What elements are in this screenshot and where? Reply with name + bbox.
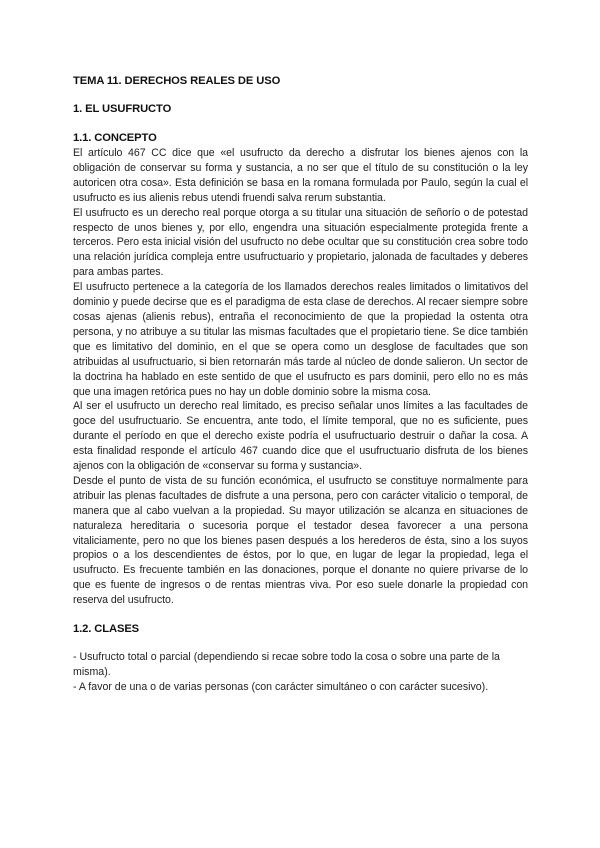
document-title: TEMA 11. DERECHOS REALES DE USO xyxy=(73,75,281,87)
paragraph: Al ser el usufructo un derecho real limitado, es preciso señalar unos límites a las facultades de goce del usufructuario. Se encuentra, ante todo, el límite temporal, que no es suficiente, pues durante el período en que el derecho existe podría el usufructuario destruir o dañar la cosa. A esta finalidad responde el artículo 467 cuando dice que el usufructuario disfruta de los bienes ajenos con la obligación de «conservar su forma y sustancia». xyxy=(73,400,528,473)
paragraph: El usufructo pertenece a la categoría de los llamados derechos reales limitados o limitativos del dominio y puede decirse que es el paradigma de esta clase de derechos. Al recaer siempre sobre cosas ajenas (alienis rebus), entraña el reconocimiento de que la propiedad la ostenta otra persona, y no atribuye a su titular las mismas facultades que el propietario tiene. Se dice también que es limitativo del dominio, en el que se opera como un desglose de facultades que son atribuidas al usufructuario, si bien retornarán más tarde al núcleo de donde salieron. Un sector de la doctrina ha hablado en este sentido de que el usufructo es pars dominii, pero ello no es más que una imagen retórica pues no hay un doble dominio sobre la misma cosa. xyxy=(73,281,528,398)
document-content xyxy=(73,66,528,695)
paragraph: El usufructo es un derecho real porque otorga a su titular una situación de señorío o de potestad respecto de unos bienes y, por ello, engendra una situación especialmente protegida frente a terceros. Pero esta inicial visión del usufructo no debe ocultar que su constitución crea sobre todo una relación jurídica compleja entre usufructuario y propietario, jalonada de facultades y deberes para ambas partes. xyxy=(73,206,528,279)
paragraph: El artículo 467 CC dice que «el usufructo da derecho a disfrutar los bienes ajenos con la obligación de conservar su forma y sustancia, a no ser que el título de su constitución o la ley autoricen otra cosa». Esta definición se basa en la romana formulada por Paulo, según la cual el usufructo es ius alienis rebus utendi fruendi salva rerum substantia. xyxy=(73,147,528,204)
list-item: - A favor de una o de varias personas (con carácter simultáneo o con carácter sucesivo). xyxy=(73,680,489,693)
section-heading: 1. EL USUFRUCTO xyxy=(73,103,172,115)
classes-list xyxy=(73,650,528,695)
subsection-heading-concepto: 1.1. CONCEPTO xyxy=(73,132,157,144)
subsection-heading-clases: 1.2. CLASES xyxy=(73,623,140,636)
list-item: - Usufructo total o parcial (dependiendo si recae sobre todo la cosa o sobre una parte de la misma). xyxy=(73,651,500,678)
paragraph: Desde el punto de vista de su función económica, el usufructo se constituye normalmente para atribuir las plenas facultades de disfrute a una persona, pero con carácter vitalicio o temporal, de manera que al cabo vuelvan a la propiedad. Su mayor utilización se alcanza en situaciones de naturaleza hereditaria o sucesoria porque el testador desea favorecer a una persona vitaliciamente, pero no que los bienes pasen después a los herederos de ésta, sino a los suyos propios o a los descendientes de éstos, por lo que, en lugar de legar la propiedad, lega el usufructo. Es frecuente también en las donaciones, porque el donante no quiere privarse de lo que es fuente de ingresos o de rentas mientras viva. Por eso suele donarle la propiedad con reserva del usufructo. xyxy=(73,474,528,607)
